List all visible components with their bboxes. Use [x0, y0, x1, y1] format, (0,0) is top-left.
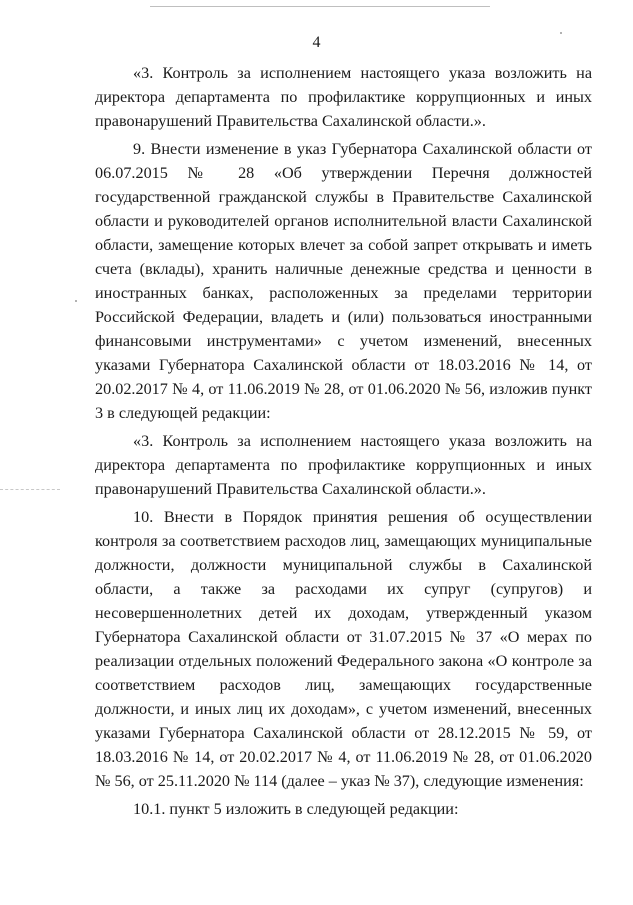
scan-margin-mark — [0, 489, 60, 491]
page-number: 4 — [312, 34, 321, 51]
paragraph-quote-clause-3: «3. Контроль за исполнением настоящего указа возложить на директора департамента по профилактике коррупционных и иных правонарушений Правительства Сахалинской области.». — [95, 432, 592, 498]
paragraph-item-10-1: 10.1. пункт 5 изложить в следующей редакции: — [133, 800, 459, 818]
paragraph-item-9: 9. Внести изменение в указ Губернатора Сахалинской области от 06.07.2015 № 28 «Об утверждении Перечня должностей государственной гражданской службы в Правительстве Сахалинской области и руководителей органов исполнительной власти Сахалинской области, замещение которых влечет за собой запрет открывать и иметь счета (вклады), хранить наличные денежные средства и ценности в иностранных банках, расположенных за пределами территории Российской Федерации, владеть и (или) пользоваться иностранными финансовыми инструментами» с учетом изменений, внесенных указами Губернатора Сахалинской области от 18.03.2016 № 14, от 20.02.2017 № 4, от 11.06.2019 № 28, от 01.06.2020 № 56, изложив пункт 3 в следующей редакции: — [95, 140, 592, 422]
document-body — [95, 61, 592, 825]
paragraph-quote-clause-3: «3. Контроль за исполнением настоящего указа возложить на директора департамента по профилактике коррупционных и иных правонарушений Правительства Сахалинской области.». — [95, 64, 592, 130]
scan-speck — [75, 300, 77, 302]
scan-edge-line — [150, 6, 490, 7]
paragraph-item-10: 10. Внести в Порядок принятия решения об осуществлении контроля за соответствием расходов лиц, замещающих муниципальные должности, должности муниципальной службы в Сахалинской области, а также за расходами их супруг (супругов) и несовершеннолетних детей их доходам, утвержденный указом Губернатора Сахалинской области от 31.07.2015 № 37 «О мерах по реализации отдельных положений Федерального закона «О контроле за соответствием расходов лиц, замещающих государственные должности, и иных лиц их доходам», с учетом изменений, внесенных указами Губернатора Сахалинской области от 28.12.2015 № 59, от 18.03.2016 № 14, от 20.02.2017 № 4, от 11.06.2019 № 28, от 01.06.2020 № 56, от 25.11.2020 № 114 (далее – указ № 37), следующие изменения: — [95, 508, 592, 790]
